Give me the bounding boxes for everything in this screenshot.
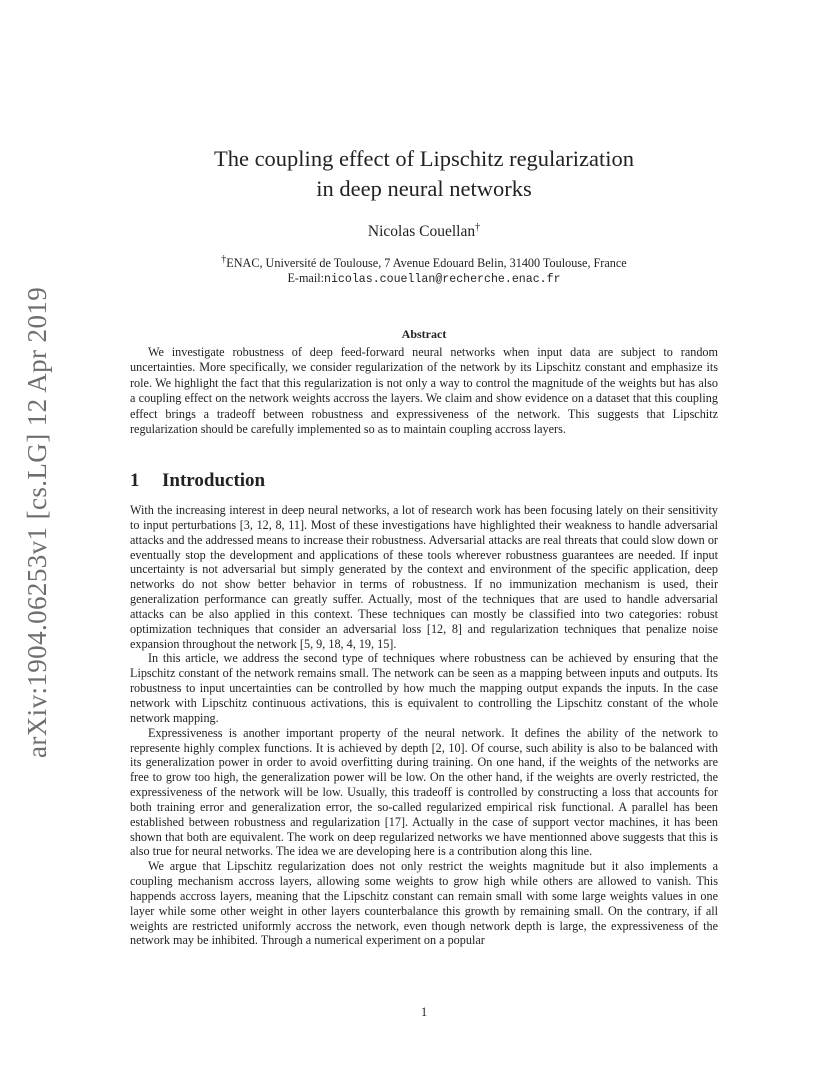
affiliation-text: ENAC, Université de Toulouse, 7 Avenue Edouard Belin, 31400 Toulouse, France [226,256,627,271]
section-number: 1 [130,470,140,491]
title-line-2: in deep neural networks [316,176,532,201]
intro-paragraph-3: Expressiveness is another important property of the neural network. It defines the ability of the network to represente highly complex functions. It is achieved by depth [2, 10]. Of course, such ability is also to be balanced with its generalization power in order to avoid overfitting during training. On one hand, if the weights of the networks are free to grow too high, the generalization power will be low. On the other hand, if the weights are overly restricted, the expressiveness of the network will be low. Usually, this tradeoff is controlled by constructing a loss that accounts for both training error and generalization error, the so-called regularized empirical risk functional. A parallel has been established between robustness and regularization [17]. Actually in the case of support vector machines, it has been shown that both are equivalent. The work on deep regularized networks we have mentionned above suggests that this is also true for neural networks. The idea we are developing here is a contribution along this line. [130,725,718,859]
abstract-heading: Abstract [401,327,447,341]
introduction-body [130,503,718,948]
paper-title [130,144,718,204]
abstract-paragraph: We investigate robustness of deep feed-forward neural networks when input data are subject to random uncertainties. More specifically, we consider regularization of the network by its Lipschitz constant and emphasize its role. We highlight the fact that this regularization is not only a way to control the magnitude of the weights but has also a coupling effect on the network weights accross the layers. We claim and show evidence on a dataset that this coupling effect brings a tradeoff between robustness and expressiveness of the network. This suggests that Lipschitz regularization should be carefully implemented so as to maintain coupling accross layers. [130,345,718,437]
email-label: E-mail: [287,271,324,286]
author-line [130,222,718,241]
affiliation-address [130,252,718,271]
author-name: Nicolas Couellan [367,223,476,241]
email-address: nicolas.couellan@recherche.enac.fr [324,273,561,287]
affiliation-marker: † [221,254,227,265]
intro-paragraph-4: We argue that Lipschitz regularization does not only restrict the weights magnitude but it also implements a coupling mechanism accross layers, allowing some weights to grow high while others are allowed to vanish. This happends accross layers, meaning that the Lipschitz constant can remain small with some large weights values in one layer while some other weight in other layers counterbalance this growth by remaining small. On the contrary, if all weights are restricted uniformly accross the network, even though network depth is large, the expressiveness of the network may be inhibited. Through a numerical experiment on a popular [130,859,718,948]
arxiv-identifier-stamp [18,288,58,768]
affiliation-block [130,252,718,287]
page-number: 1 [420,1005,428,1019]
arxiv-identifier-text: arXiv:1904.06253v1 [cs.LG] 12 Apr 2019 [22,286,52,758]
author-marker: † [475,222,481,233]
email-line [130,271,718,287]
title-line-1: The coupling effect of Lipschitz regularization [213,146,635,171]
intro-paragraph-1: With the increasing interest in deep neural networks, a lot of research work has been focusing lately on their sensitivity to input perturbations [3, 12, 8, 11]. Most of these investigations have highlighted their weakness to handle adversarial attacks and the addressed means to increase their robustness. Adversarial attacks are real threats that could slow down or eventually stop the development and applications of these tools wherever robustness guarantees are needed. If input uncertainty is not adversarial but simply generated by the context and environment of the specific application, deep networks do not show better behavior in terms of robustness. If no immunization mechanism is used, their generalization performance can greatly suffer. Actually, most of the techniques that are used to handle adversarial attacks can be also applied in this context. These techniques can mostly be classified into two categories: robust optimization techniques that consider an adversarial loss [12, 8] and regularization techniques that penalize noise expansion throughout the network [5, 9, 18, 4, 19, 15]. [130,503,718,651]
section-heading-introduction [130,470,265,492]
section-title: Introduction [162,470,266,491]
abstract-body [130,345,718,437]
intro-paragraph-2: In this article, we address the second type of techniques where robustness can be achieved by ensuring that the Lipschitz constant of the network remains small. The network can be seen as a mapping between inputs and outputs. Its robustness to input uncertainties can be controlled by how much the mapping output expands the inputs. In the case network with Lipschitz continuous activations, this is equivalent to controlling the Lipschitz constant of the whole network mapping. [130,651,718,725]
